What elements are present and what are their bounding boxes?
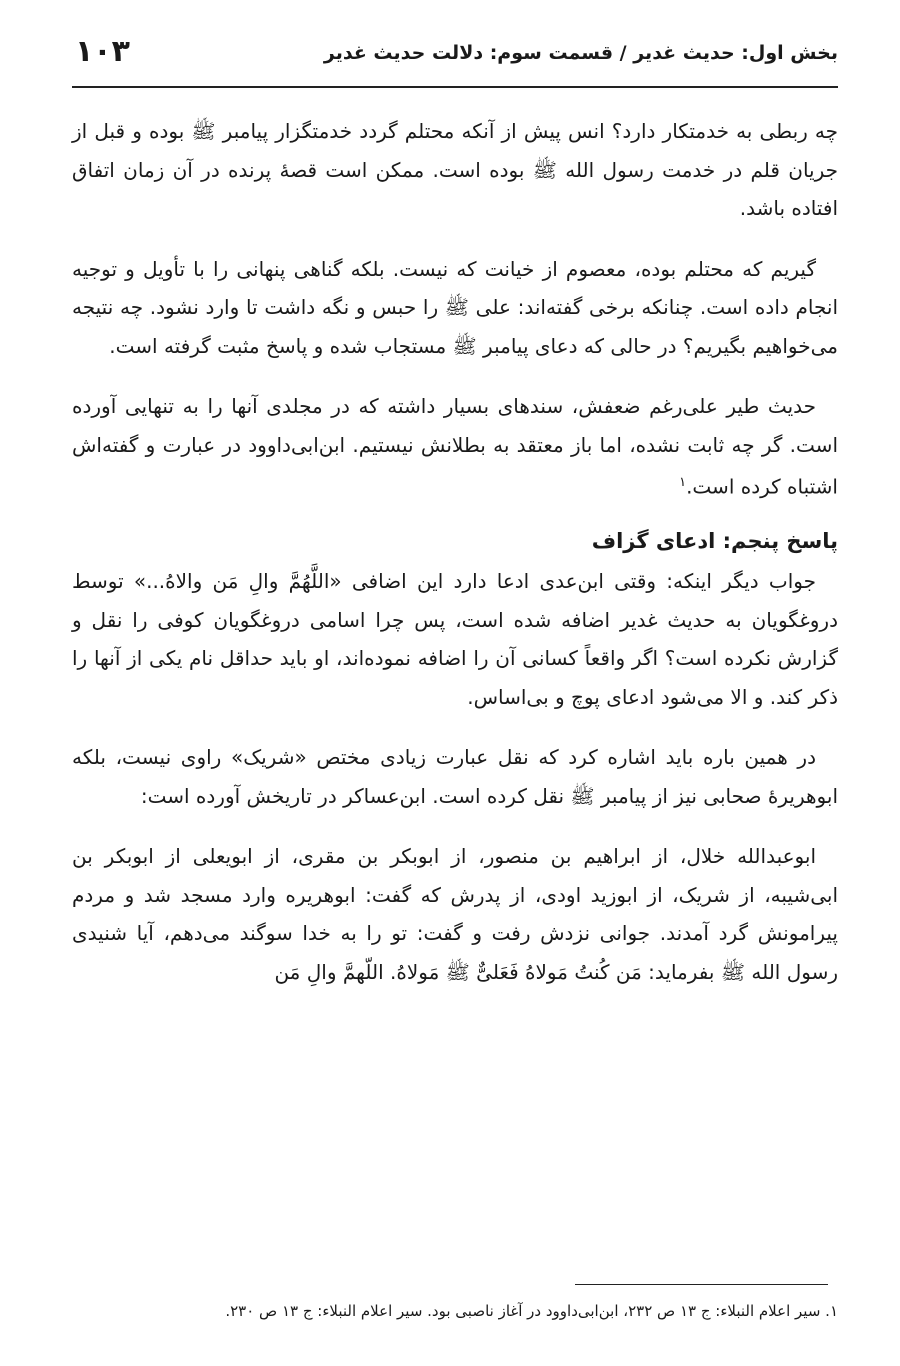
- page-body: [72, 112, 838, 1013]
- footnote-marker: ۱: [679, 475, 687, 490]
- paragraph: گیریم که محتلم بوده، معصوم از خیانت که نیست. بلکه گناهی پنهانی را با تأویل و توجیه انجام داده است. چنانکه برخی گفته‌اند: علی ﷺ را حبس و نگه داشت تا وارد نشود. چه نتیجه می‌خواهیم بگیریم؟ در حالی که دعای پیامبر ﷺ مستجاب شده و پاسخ مثبت گرفته است.: [72, 256, 838, 358]
- paragraph: ابوعبدالله خلال، از ابراهیم بن منصور، از ابوبکر بن مقری، از ابویعلی از ابوبکر بن ابی‌شیبه، از شریک، از ابوزید اودی، از پدرش که گفت: ابوهریره وارد مسجد شد و مردم پیرامونش گرد آمدند. جوانی نزدش رفت و گفت: تو را به خدا سوگند می‌دهم، آیا شنیدی رسول الله ﷺ بفرماید: مَن کُنتُ مَولاهُ فَعَلیٌّ ﷺ مَولاهُ. اللّهمَّ والِ مَن: [72, 844, 838, 984]
- section-heading: پاسخ پنجم: ادعای گزاف: [591, 529, 838, 554]
- paragraph: در همین باره باید اشاره کرد که نقل عبارت زیادی مختص «شریک» راوی نیست، بلکه ابوهریرهٔ صحابی نیز از پیامبر ﷺ نقل کرده است. ابن‌عساکر در تاریخش آورده است:: [72, 745, 838, 808]
- running-head: بخش اول: حدیث غدیر / قسمت سوم: دلالت حدیث غدیر: [323, 42, 838, 64]
- paragraph: [72, 387, 838, 506]
- header-rule: [72, 86, 838, 88]
- footnote: ۱. سیر اعلام النبلاء: ج ۱۳ ص ۲۳۲، ابن‌ابی‌داوود در آغاز ناصبی بود. سیر اعلام النبلاء: ج ۱۳ ص ۲۳۰.: [225, 1302, 838, 1320]
- paragraph-text: حدیث طیر علی‌رغم ضعفش، سندهای بسیار داشته که در مجلدی آنها را به تنهایی آورده است. گر چه ثابت نشده، اما باز معتقد به بطلانش نیستیم. ابن‌ابی‌داوود در عبارت و گفته‌اش اشتباه کرده است.: [72, 394, 838, 499]
- page-header: [75, 34, 838, 78]
- paragraph: جواب دیگر اینکه: وقتی ابن‌عدی ادعا دارد این اضافی «اللَّهُمَّ والِ مَن والاهُ...» توسط دروغگویان به حدیث غدیر اضافه شده است، پس چرا اسامی دروغگویان کوفی را نقل و گزارش نکرده است؟ اگر واقعاً کسانی آن را اضافه نموده‌اند، او باید حداقل نام یکی از آنها را ذکر کند. و الا می‌شود ادعای پوچ و بی‌اساس.: [72, 569, 838, 709]
- page-number: ۱۰۳: [75, 34, 130, 69]
- paragraph: چه ربطی به خدمتکار دارد؟ انس پیش از آنکه محتلم گردد خدمتگزار پیامبر ﷺ بوده و قبل از جریان قلم در خدمت رسول الله ﷺ بوده است. ممکن است قصهٔ پرنده در آن زمان اتفاق افتاده باشد.: [72, 119, 838, 220]
- footnote-rule: [575, 1284, 828, 1285]
